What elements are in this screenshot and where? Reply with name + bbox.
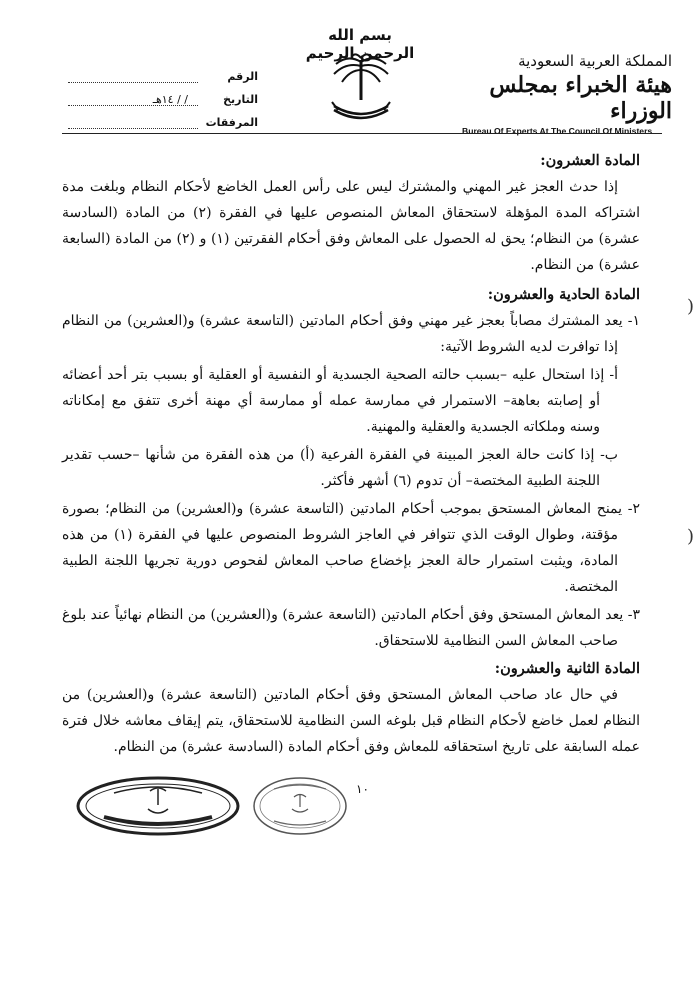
- article-22-text: في حال عاد صاحب المعاش المستحق وفق أحكام المادتين (التاسعة عشرة) و(العشرين) من النظام لعمل خاضع لأحكام النظام قبل بلوغه السن النظامية للاستحقاق، يتم إيقاف معاشه خلال فترة عمله السابقة على تاريخ استحقاقه للمعاش وفق أحكام المادة (السادسة عشرة) من النظام.: [62, 687, 640, 755]
- margin-bracket-mark: ): [686, 526, 694, 547]
- article-21-title: المادة الحادية والعشرون:: [487, 286, 640, 303]
- article-21-item-3: ٣- يعد المعاش المستحق وفق أحكام المادتين (التاسعة عشرة) و(العشرين) من النظام نهائياً عند بلوغ صاحب المعاش السن النظامية للاستحقاق.: [62, 607, 640, 649]
- margin-bracket-mark: ): [686, 296, 694, 317]
- header-divider: [62, 133, 662, 134]
- number-field-row: [68, 60, 258, 83]
- kingdom-name: المملكة العربية السعودية: [518, 52, 672, 70]
- bureau-name-english: Bureau Of Experts At The Council Of Ministers: [462, 126, 653, 136]
- article-21-item-2: ٢- يمنح المعاش المستحق بموجب أحكام المادتين (التاسعة عشرة) و(العشرين) من النظام؛ بصورة مؤقتة، وطوال الوقت الذي تتوافر في العاجز الشروط المنصوص عليها في الفقرة (١) من هذه المادة، ويثبت استمرار حالة العجز بإخضاع صاحب المعاش لفحوص دورية تجريها اللجنة الطبية المختصة.: [62, 501, 640, 595]
- article-21-item-1b: ب- إذا كانت حالة العجز المبينة في الفقرة الفرعية (أ) من هذه الفقرة من شأنها –حسب تقدير اللجنة الطبية المختصة– أن تدوم (٦) أشهر فأكثر.: [62, 447, 618, 489]
- article-21-item-1a: أ- إذا استحال عليه –بسبب حالته الصحية الجسدية أو النفسية أو العقلية أو بسبب بتر أحد أعضائه أو إصابته بعاهة– الاستمرار في ممارسة عمله أو ممارسة أي مهنة أخرى تتفق مع إمكاناته وسنه وملكاته الجسدية والعقلية والمهنية.: [62, 367, 618, 435]
- article-20-title: المادة العشرون:: [540, 152, 640, 169]
- article-22-title: المادة الثانية والعشرون:: [494, 660, 640, 677]
- bureau-stamp: [74, 775, 242, 837]
- date-label: التاريخ: [223, 93, 258, 106]
- date-value: / / ١٤هـ: [68, 93, 198, 106]
- article-21-item-1: ١- يعد المشترك مصاباً بعجز غير مهني وفق أحكام المادتين (التاسعة عشرة) و(العشرين) من النظام إذا توافرت لديه الشروط الآتية:: [62, 313, 640, 355]
- number-line: [68, 70, 198, 83]
- article-20-text: إذا حدث العجز غير المهني والمشترك ليس على رأس العمل الخاضع لأحكام النظام وبلغت مدة اشتراكه المدة المؤهلة لاستحقاق المعاش المنصوص عليها في الفقرة (٢) من المادة (السادسة عشرة) من النظام؛ يحق له الحصول على المعاش وفق أحكام الفقرتين (١) و (٢) من المادة (السابعة عشرة) من النظام.: [62, 179, 640, 273]
- bureau-name-arabic: هيئة الخبراء بمجلس الوزراء: [489, 72, 672, 124]
- palm-swords-emblem-icon: [326, 50, 396, 125]
- date-field-row: [68, 83, 258, 106]
- page-number: ١٠: [356, 782, 369, 796]
- attachments-line: [68, 116, 198, 129]
- basmala: بسم الله الرحمن الرحيم: [305, 26, 415, 62]
- organization-block: [432, 52, 672, 136]
- attachments-field-row: [68, 106, 258, 129]
- reference-fields: [68, 60, 258, 129]
- attachments-label: المرفقات: [205, 116, 258, 129]
- document-body: [62, 148, 640, 764]
- secretariat-stamp: [250, 775, 350, 837]
- number-label: الرقم: [227, 70, 258, 83]
